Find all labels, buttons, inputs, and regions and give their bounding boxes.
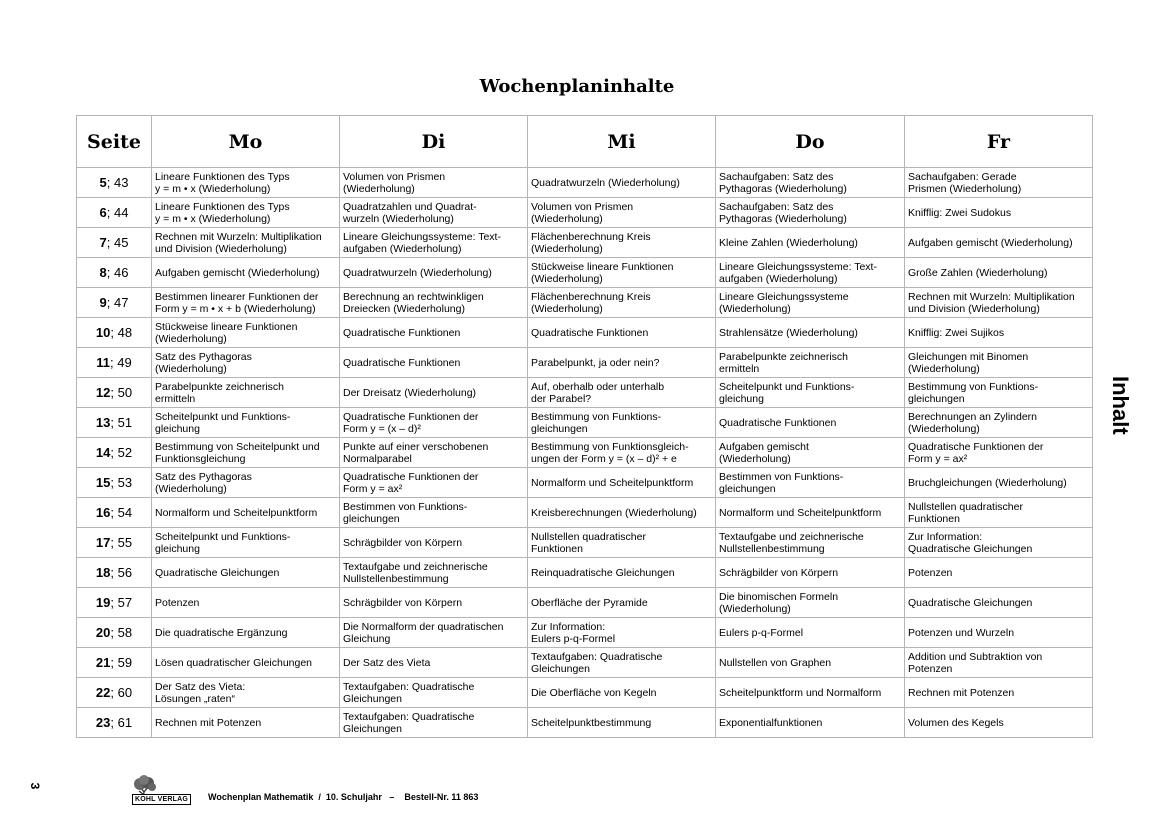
cell-di: Der Satz des Vieta xyxy=(340,648,528,678)
cell-di: Textaufgaben: Quadratische Gleichungen xyxy=(340,678,528,708)
cell-fr: Knifflig: Zwei Sudokus xyxy=(905,198,1093,228)
cell-do: Quadratische Funktionen xyxy=(716,408,905,438)
publisher-logo xyxy=(128,775,200,807)
cell-mo: Satz des Pythagoras (Wiederholung) xyxy=(152,468,340,498)
table-row xyxy=(77,438,1093,468)
cell-do: Schrägbilder von Körpern xyxy=(716,558,905,588)
page-ref-primary: 16 xyxy=(95,504,111,520)
page-ref-secondary: ; 55 xyxy=(110,534,133,550)
cell-fr: Sachaufgaben: Gerade Prismen (Wiederholung) xyxy=(905,168,1093,198)
page-ref-cell xyxy=(77,678,152,708)
cell-mi: Nullstellen quadratischer Funktionen xyxy=(528,528,716,558)
cell-fr: Quadratische Funktionen der Form y = ax² xyxy=(905,438,1093,468)
page-ref-cell xyxy=(77,618,152,648)
cell-di: Der Dreisatz (Wiederholung) xyxy=(340,378,528,408)
cell-mo: Parabelpunkte zeichnerisch ermitteln xyxy=(152,378,340,408)
cell-mi: Zur Information: Eulers p-q-Formel xyxy=(528,618,716,648)
plan-table xyxy=(76,115,1093,738)
page-ref-primary: 15 xyxy=(95,474,111,490)
cell-do: Scheitelpunktform und Normalform xyxy=(716,678,905,708)
cell-do: Die binomischen Formeln (Wiederholung) xyxy=(716,588,905,618)
page-ref-cell xyxy=(77,198,152,228)
page-ref-primary: 22 xyxy=(95,684,111,700)
page-ref-secondary: ; 59 xyxy=(110,654,133,670)
cell-fr: Zur Information: Quadratische Gleichungen xyxy=(905,528,1093,558)
page-ref-secondary: ; 60 xyxy=(110,684,133,700)
cell-do: Bestimmen von Funktions- gleichungen xyxy=(716,468,905,498)
cell-mi: Flächenberechnung Kreis (Wiederholung) xyxy=(528,228,716,258)
cell-mi: Scheitelpunktbestimmung xyxy=(528,708,716,738)
table-row xyxy=(77,648,1093,678)
page-ref-primary: 9 xyxy=(99,294,107,310)
cell-fr: Volumen des Kegels xyxy=(905,708,1093,738)
page-ref-secondary: ; 46 xyxy=(106,264,129,280)
page-ref-secondary: ; 56 xyxy=(110,564,133,580)
page-ref-secondary: ; 48 xyxy=(110,324,133,340)
cell-di: Textaufgaben: Quadratische Gleichungen xyxy=(340,708,528,738)
table-row xyxy=(77,348,1093,378)
column-header-do: Do xyxy=(716,116,905,168)
page-ref-secondary: ; 57 xyxy=(110,594,133,610)
table-row xyxy=(77,378,1093,408)
table-row xyxy=(77,498,1093,528)
cell-mo: Quadratische Gleichungen xyxy=(152,558,340,588)
page-ref-cell xyxy=(77,348,152,378)
page-ref-primary: 14 xyxy=(95,444,111,460)
page-ref-primary: 5 xyxy=(99,174,107,190)
cell-di: Schrägbilder von Körpern xyxy=(340,588,528,618)
cell-do: Textaufgabe und zeichnerische Nullstellenbestimmung xyxy=(716,528,905,558)
page-ref-cell xyxy=(77,648,152,678)
cell-mi: Bestimmung von Funktionsgleich- ungen der Form y = (x – d)² + e xyxy=(528,438,716,468)
cell-di: Quadratische Funktionen der Form y = (x – d)² xyxy=(340,408,528,438)
page-ref-secondary: ; 61 xyxy=(110,714,133,730)
footer-text: Wochenplan Mathematik / 10. Schuljahr – Bestell-Nr. 11 863 xyxy=(208,792,479,802)
page-ref-primary: 21 xyxy=(95,654,111,670)
cell-di: Schrägbilder von Körpern xyxy=(340,528,528,558)
cell-do: Sachaufgaben: Satz des Pythagoras (Wiederholung) xyxy=(716,198,905,228)
cell-mi: Reinquadratische Gleichungen xyxy=(528,558,716,588)
cell-do: Scheitelpunkt und Funktions- gleichung xyxy=(716,378,905,408)
logo-text: KOHL VERLAG xyxy=(132,794,191,805)
header-row xyxy=(77,116,1093,168)
page-ref-primary: 7 xyxy=(99,234,107,250)
cell-fr: Große Zahlen (Wiederholung) xyxy=(905,258,1093,288)
page-ref-primary: 23 xyxy=(95,714,111,730)
table-row xyxy=(77,168,1093,198)
page-ref-secondary: ; 54 xyxy=(110,504,133,520)
page-ref-cell xyxy=(77,318,152,348)
page-ref-cell xyxy=(77,438,152,468)
cell-mo: Rechnen mit Wurzeln: Multiplikation und Division (Wiederholung) xyxy=(152,228,340,258)
cell-do: Sachaufgaben: Satz des Pythagoras (Wiederholung) xyxy=(716,168,905,198)
table-row xyxy=(77,528,1093,558)
cell-di: Die Normalform der quadratischen Gleichung xyxy=(340,618,528,648)
page-ref-cell xyxy=(77,228,152,258)
cell-mo: Potenzen xyxy=(152,588,340,618)
page-ref-primary: 13 xyxy=(95,414,111,430)
column-header-mo: Mo xyxy=(152,116,340,168)
cell-fr: Knifflig: Zwei Sujikos xyxy=(905,318,1093,348)
page-ref-secondary: ; 58 xyxy=(110,624,133,640)
cell-fr: Rechnen mit Wurzeln: Multiplikation und Division (Wiederholung) xyxy=(905,288,1093,318)
cell-fr: Quadratische Gleichungen xyxy=(905,588,1093,618)
page-number: 3 xyxy=(28,782,42,790)
cell-di: Quadratwurzeln (Wiederholung) xyxy=(340,258,528,288)
table-row xyxy=(77,408,1093,438)
cell-fr: Bestimmung von Funktions- gleichungen xyxy=(905,378,1093,408)
page-ref-cell xyxy=(77,588,152,618)
page-ref-cell xyxy=(77,558,152,588)
cell-mi: Quadratische Funktionen xyxy=(528,318,716,348)
table-row xyxy=(77,588,1093,618)
page-ref-cell xyxy=(77,468,152,498)
page-ref-primary: 8 xyxy=(99,264,107,280)
side-label-inhalt: Inhalt xyxy=(1108,376,1133,435)
cell-do: Eulers p-q-Formel xyxy=(716,618,905,648)
cell-fr: Potenzen und Wurzeln xyxy=(905,618,1093,648)
column-header-di: Di xyxy=(340,116,528,168)
page-ref-primary: 10 xyxy=(95,324,111,340)
table-row xyxy=(77,288,1093,318)
table-row xyxy=(77,618,1093,648)
cell-mo: Lineare Funktionen des Typs y = m • x (Wiederholung) xyxy=(152,168,340,198)
cell-mo: Satz des Pythagoras (Wiederholung) xyxy=(152,348,340,378)
page-ref-secondary: ; 45 xyxy=(106,234,129,250)
cell-di: Quadratzahlen und Quadrat- wurzeln (Wiederholung) xyxy=(340,198,528,228)
cell-mi: Bestimmung von Funktions- gleichungen xyxy=(528,408,716,438)
cell-fr: Nullstellen quadratischer Funktionen xyxy=(905,498,1093,528)
cell-di: Quadratische Funktionen der Form y = ax² xyxy=(340,468,528,498)
cell-fr: Rechnen mit Potenzen xyxy=(905,678,1093,708)
cell-di: Textaufgabe und zeichnerische Nullstellenbestimmung xyxy=(340,558,528,588)
cell-do: Aufgaben gemischt (Wiederholung) xyxy=(716,438,905,468)
cell-mo: Der Satz des Vieta: Lösungen „raten“ xyxy=(152,678,340,708)
page-ref-cell xyxy=(77,258,152,288)
cell-do: Normalform und Scheitelpunktform xyxy=(716,498,905,528)
page-ref-secondary: ; 43 xyxy=(106,174,129,190)
page-ref-secondary: ; 53 xyxy=(110,474,133,490)
page-ref-secondary: ; 49 xyxy=(110,354,132,370)
cell-mo: Lineare Funktionen des Typs y = m • x (Wiederholung) xyxy=(152,198,340,228)
cell-mi: Flächenberechnung Kreis (Wiederholung) xyxy=(528,288,716,318)
cell-mo: Lösen quadratischer Gleichungen xyxy=(152,648,340,678)
column-header-seite: Seite xyxy=(77,116,152,168)
cell-di: Bestimmen von Funktions- gleichungen xyxy=(340,498,528,528)
cell-do: Strahlensätze (Wiederholung) xyxy=(716,318,905,348)
cell-fr: Gleichungen mit Binomen (Wiederholung) xyxy=(905,348,1093,378)
cell-mo: Stückweise lineare Funktionen (Wiederholung) xyxy=(152,318,340,348)
cell-di: Quadratische Funktionen xyxy=(340,318,528,348)
page-ref-cell xyxy=(77,408,152,438)
cell-mi: Oberfläche der Pyramide xyxy=(528,588,716,618)
column-header-fr: Fr xyxy=(905,116,1093,168)
cell-mi: Volumen von Prismen (Wiederholung) xyxy=(528,198,716,228)
table-row xyxy=(77,198,1093,228)
cell-mo: Normalform und Scheitelpunktform xyxy=(152,498,340,528)
page-ref-primary: 19 xyxy=(95,594,111,610)
table-row xyxy=(77,468,1093,498)
table-row xyxy=(77,318,1093,348)
cell-fr: Bruchgleichungen (Wiederholung) xyxy=(905,468,1093,498)
footer xyxy=(128,773,478,807)
page-ref-cell xyxy=(77,168,152,198)
page-ref-primary: 18 xyxy=(95,564,111,580)
page-ref-cell xyxy=(77,528,152,558)
page-ref-primary: 6 xyxy=(99,204,107,220)
page-ref-primary: 12 xyxy=(95,384,111,400)
cell-di: Berechnung an rechtwinkligen Dreiecken (Wiederholung) xyxy=(340,288,528,318)
cell-mi: Die Oberfläche von Kegeln xyxy=(528,678,716,708)
cell-mi: Auf, oberhalb oder unterhalb der Parabel? xyxy=(528,378,716,408)
page-ref-primary: 20 xyxy=(95,624,111,640)
table-row xyxy=(77,258,1093,288)
page-ref-secondary: ; 44 xyxy=(106,204,129,220)
cell-mo: Scheitelpunkt und Funktions- gleichung xyxy=(152,528,340,558)
cell-mo: Bestimmung von Scheitelpunkt und Funktionsgleichung xyxy=(152,438,340,468)
cell-mi: Normalform und Scheitelpunktform xyxy=(528,468,716,498)
page-ref-cell xyxy=(77,498,152,528)
cell-mo: Aufgaben gemischt (Wiederholung) xyxy=(152,258,340,288)
table-row xyxy=(77,228,1093,258)
cell-di: Quadratische Funktionen xyxy=(340,348,528,378)
cell-do: Kleine Zahlen (Wiederholung) xyxy=(716,228,905,258)
cell-mo: Scheitelpunkt und Funktions- gleichung xyxy=(152,408,340,438)
column-header-mi: Mi xyxy=(528,116,716,168)
cell-fr: Potenzen xyxy=(905,558,1093,588)
cell-mo: Rechnen mit Potenzen xyxy=(152,708,340,738)
cell-mi: Stückweise lineare Funktionen (Wiederholung) xyxy=(528,258,716,288)
cell-do: Lineare Gleichungssysteme (Wiederholung) xyxy=(716,288,905,318)
cell-di: Punkte auf einer verschobenen Normalparabel xyxy=(340,438,528,468)
page-ref-cell xyxy=(77,288,152,318)
cell-mi: Parabelpunkt, ja oder nein? xyxy=(528,348,716,378)
cell-mo: Bestimmen linearer Funktionen der Form y = m • x + b (Wiederholung) xyxy=(152,288,340,318)
page-ref-secondary: ; 51 xyxy=(110,414,133,430)
cell-di: Volumen von Prismen (Wiederholung) xyxy=(340,168,528,198)
page-ref-cell xyxy=(77,708,152,738)
table-row xyxy=(77,558,1093,588)
cell-do: Exponentialfunktionen xyxy=(716,708,905,738)
cell-mo: Die quadratische Ergänzung xyxy=(152,618,340,648)
cell-di: Lineare Gleichungssysteme: Text- aufgaben (Wiederholung) xyxy=(340,228,528,258)
page-ref-primary: 17 xyxy=(95,534,111,550)
cell-fr: Aufgaben gemischt (Wiederholung) xyxy=(905,228,1093,258)
page-ref-secondary: ; 52 xyxy=(110,444,133,460)
page-ref-cell xyxy=(77,378,152,408)
table-row xyxy=(77,708,1093,738)
page-ref-secondary: ; 50 xyxy=(110,384,133,400)
table-row xyxy=(77,678,1093,708)
cell-mi: Textaufgaben: Quadratische Gleichungen xyxy=(528,648,716,678)
cell-do: Lineare Gleichungssysteme: Text- aufgaben (Wiederholung) xyxy=(716,258,905,288)
cell-fr: Berechnungen an Zylindern (Wiederholung) xyxy=(905,408,1093,438)
cell-mi: Kreisberechnungen (Wiederholung) xyxy=(528,498,716,528)
cell-fr: Addition und Subtraktion von Potenzen xyxy=(905,648,1093,678)
page-title: Wochenplaninhalte xyxy=(479,76,675,97)
page-ref-primary: 11 xyxy=(96,354,111,370)
page-ref-secondary: ; 47 xyxy=(106,294,129,310)
cell-do: Parabelpunkte zeichnerisch ermitteln xyxy=(716,348,905,378)
cell-mi: Quadratwurzeln (Wiederholung) xyxy=(528,168,716,198)
cell-do: Nullstellen von Graphen xyxy=(716,648,905,678)
